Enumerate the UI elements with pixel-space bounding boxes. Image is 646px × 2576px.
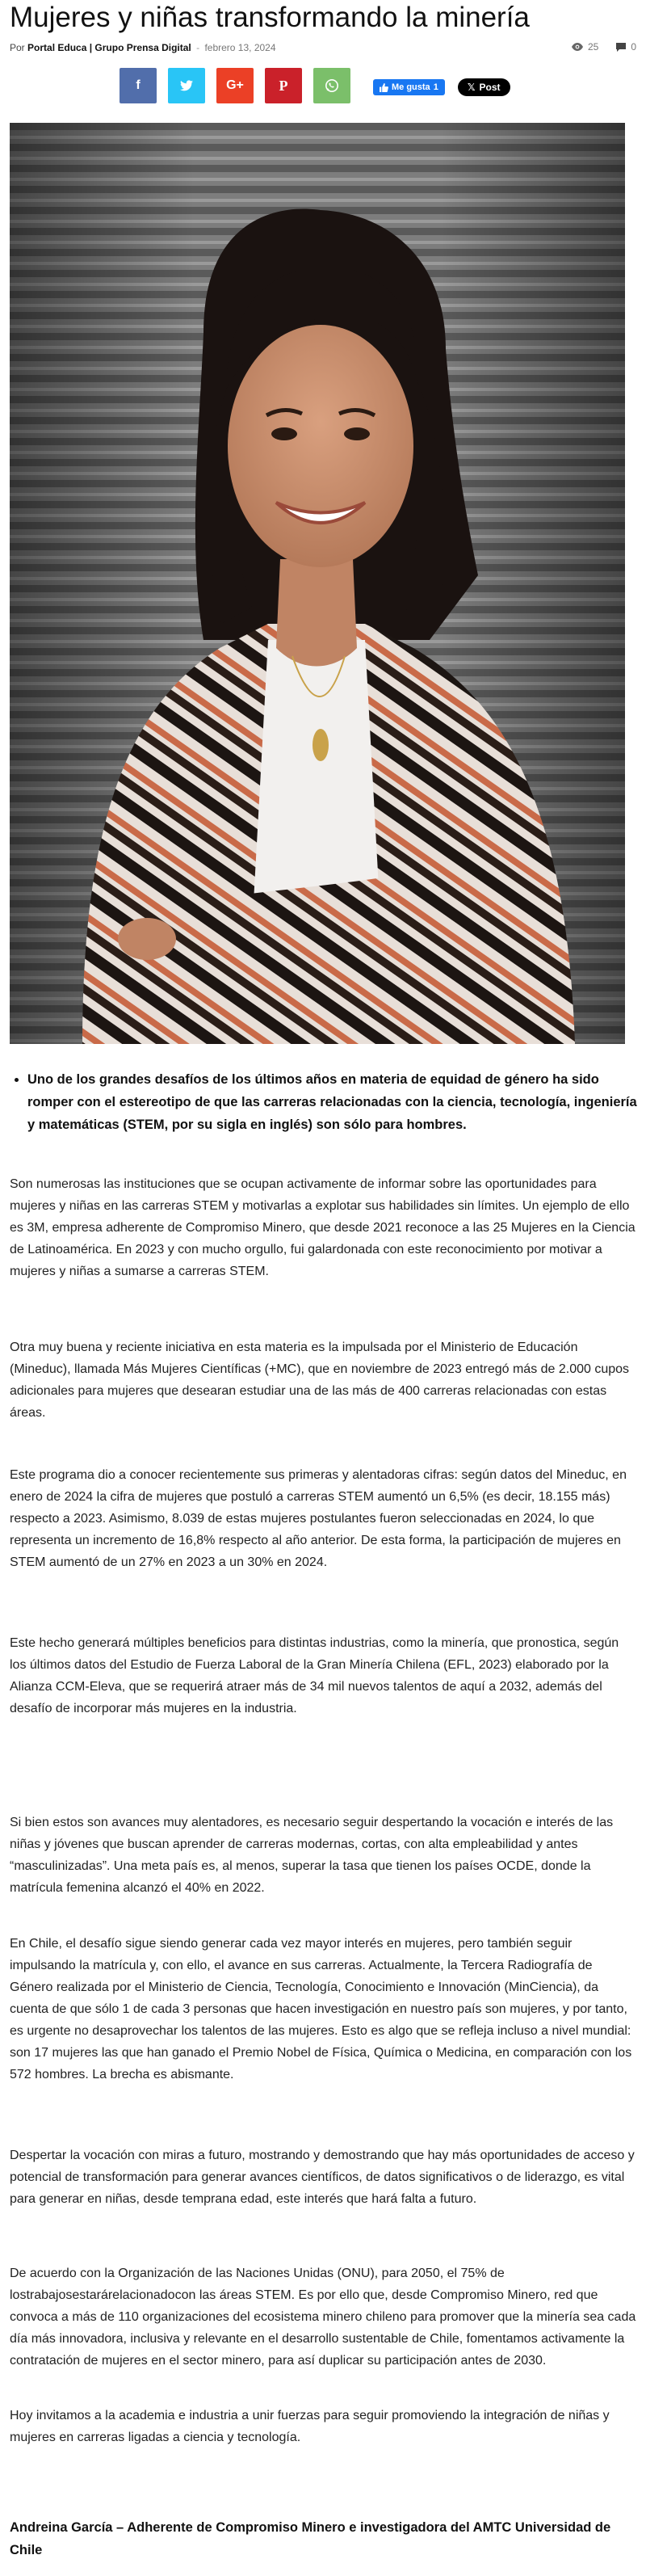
paragraph-3: Este programa dio a conocer recientemente sus primeras y alentadoras cifras: según datos del Mineduc, en enero de 2024 la cifra de mujeres que postuló a carreras STEM aumentó un 6,5% (es decir, 18.155 más) respecto a 2023. Asimismo, 8.039 de estas mujeres postulantes fueron seleccionadas en 2024, lo que representa un incremento de 16,8% respecto al año anterior. De esta forma, la participación de mujeres en STEM aumentó de un 27% en 2023 a un 30% en 2024.: [10, 1468, 627, 1569]
share-facebook-button[interactable]: [120, 68, 157, 103]
portrait-illustration: [10, 123, 625, 1044]
comments-count[interactable]: [616, 41, 636, 53]
x-post-label: Post: [479, 82, 501, 93]
views-value: 25: [587, 41, 599, 53]
fb-like-button[interactable]: [373, 79, 445, 95]
paragraph-9: Hoy invitamos a la academia e industria a unir fuerzas para seguir promoviendo la integración de niñas y mujeres en carreras ligadas a ciencia y tecnología.: [10, 2409, 610, 2444]
article-meta: [10, 42, 276, 53]
share-pinterest-button[interactable]: [265, 68, 302, 103]
publish-date: febrero 13, 2024: [204, 42, 276, 53]
share-whatsapp-button[interactable]: [313, 68, 350, 103]
fb-like-count: 1: [433, 82, 438, 92]
social-widgets: [373, 78, 510, 96]
article-counts: [572, 41, 636, 53]
x-post-button[interactable]: [458, 78, 510, 96]
x-logo-icon: 𝕏: [467, 82, 476, 93]
paragraph-5: Si bien estos son avances muy alentadores, es necesario seguir despertando la vocación e interés de las niñas y jóvenes que buscan aprender de carreras modernas, cortas, con alta empleabilidad y antes “masculinizadas”. Una meta país es, al menos, superar la tasa que tienen los países OCDE, donde la matrícula femenina alcanzó el 40% en 2022.: [10, 1816, 614, 1895]
google-plus-icon: G+: [226, 78, 244, 92]
share-google-plus-button[interactable]: [216, 68, 254, 103]
twitter-icon: [180, 80, 193, 91]
pinterest-icon: P: [279, 77, 288, 94]
comments-value: 0: [631, 41, 636, 53]
meta-separator: -: [196, 42, 200, 53]
paragraph-8: De acuerdo con la Organización de las Naciones Unidas (ONU), para 2050, el 75% de lostrabajosestarárelacionadocon las áreas STEM. Es por ello que, desde Compromiso Minero, red que convoca a más de 110 organizaciones del ecosistema minero chileno para promover que la minería sea cada día más innovadora, inclusiva y relevante en el desarrollo sustentable de Chile, fomentamos activamente la contratación de mujeres en el sector minero, para así duplicar su participación antes de 2030.: [10, 2267, 636, 2368]
thumbs-up-icon: [380, 83, 388, 92]
eye-icon: [572, 43, 583, 51]
paragraph-7: Despertar la vocación con miras a futuro, mostrando y demostrando que hay más oportunidades de acceso y potencial de transformación para generar avances científicos, de datos significativos o de liderazgo, es vital para generar en niñas, desde temprana edad, este interés que hará falta a futuro.: [10, 2149, 635, 2206]
by-label: Por: [10, 42, 25, 53]
share-buttons: [120, 68, 350, 103]
lead-text: • Uno de los grandes desafíos de los últimos años en materia de equidad de género ha sido romper con el estereotipo de que las carreras relacionadas con la ciencia, tecnología, ingeniería y matemáticas (STEM, por su sigla en inglés) son sólo para hombres.: [27, 1068, 640, 1136]
paragraph-4: Este hecho generará múltiples beneficios para distintas industrias, como la minería, que pronostica, según los últimos datos del Estudio de Fuerza Laboral de la Gran Minería Chilena (EFL, 2023) elaborado por la Alianza CCM-Eleva, que se requerirá atraer más de 34 mil nuevos talentos de aquí a 2032, además del desafío de incorporar más mujeres en la industria.: [10, 1636, 619, 1715]
facebook-icon: f: [136, 78, 141, 92]
article-photo: [10, 123, 625, 1044]
author-signature: Andreina García – Adherente de Compromiso Minero e investigadora del AMTC Universidad de Chile: [10, 2520, 611, 2557]
whatsapp-icon: [325, 78, 339, 93]
author-link[interactable]: Portal Educa | Grupo Prensa Digital: [27, 42, 191, 53]
comment-icon: [616, 43, 626, 52]
share-twitter-button[interactable]: [168, 68, 205, 103]
views-count: [572, 41, 598, 53]
lead-bullet-list: [15, 1068, 640, 1136]
paragraph-1: Son numerosas las instituciones que se ocupan activamente de informar sobre las oportunidades para mujeres y niñas en las carreras STEM y motivarlas a explotar sus habilidades sin límites. Un ejemplo de ello es 3M, empresa adherente de Compromiso Minero, que desde 2021 reconoce a las 25 Mujeres en la Ciencia de Latinoamérica. En 2023 y con mucho orgullo, fui galardonada con este reconocimiento por motivar a mujeres y niñas a sumarse a carreras STEM.: [10, 1177, 636, 1278]
paragraph-6: En Chile, el desafío sigue siendo generar cada vez mayor interés en mujeres, pero también seguir impulsando la matrícula y, con ello, el avance en sus carreras. Actualmente, la Tercera Radiografía de Género realizada por el Ministerio de Ciencia, Tecnología, Conocimiento e Innovación (MinCiencia), da cuenta de que sólo 1 de cada 3 personas que hacen investigación en nuestro país son mujeres, y por tanto, es urgente no desaprovechar los talentos de las mujeres. Esto es algo que se refleja incluso a nivel mundial: son 17 mujeres las que han ganado el Premio Nobel de Física, Química o Medicina, en comparación con los 572 hombres. La brecha es abismante.: [10, 1937, 632, 2081]
paragraph-2: Otra muy buena y reciente iniciativa en esta materia es la impulsada por el Ministerio de Educación (Mineduc), llamada Más Mujeres Científicas (+MC), que en noviembre de 2023 entregó más de 2.000 cupos adicionales para mujeres que desearan estudiar una de las más de 400 carreras relacionadas con estas áreas.: [10, 1341, 630, 1420]
fb-like-label: Me gusta: [392, 82, 430, 92]
article-title: Mujeres y niñas transformando la minería: [10, 2, 530, 33]
